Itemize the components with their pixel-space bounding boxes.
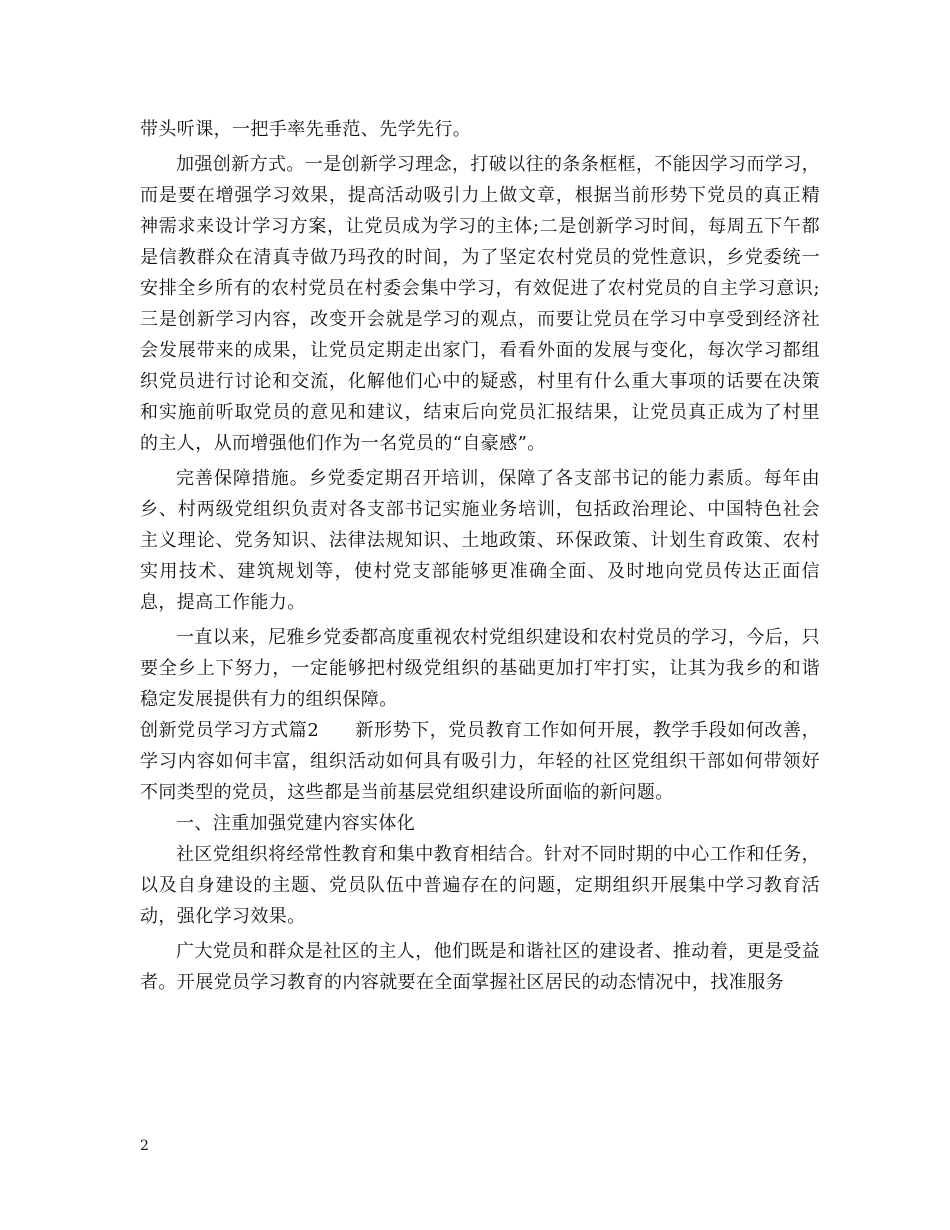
page-number: 2 — [140, 1138, 149, 1154]
paragraph-safeguard-measures: 完善保障措施。乡党委定期召开培训，保障了各支部书记的能力素质。每年由乡、村两级党组织负责对各支部书记实施业务培训，包括政治理论、中国特色社会主义理论、党务知识、法律法规知识、土地政策、环保政策、计划生育政策、农村实用技术、建筑规划等，使村党支部能够更准确全面、及时地向党员传达正面信息，提高工作能力。 — [140, 468, 820, 613]
section2-intro-paragraph — [140, 715, 820, 808]
paragraph-innovation-methods: 加强创新方式。一是创新学习理念，打破以往的条条框框，不能因学习而学习，而是要在增强学习效果，提高活动吸引力上做文章，根据当前形势下党员的真正精神需求来设计学习方案，让党员成为学习的主体;二是创新学习时间，每周五下午都是信教群众在清真寺做乃玛孜的时间，为了坚定农村党员的党性意识，乡党委统一安排全乡所有的农村党员在村委会集中学习，有效促进了农村党员的自主学习意识;三是创新学习内容，改变开会就是学习的观点，而要让党员在学习中享受到经济社会发展带来的成果，让党员定期走出家门，看看外面的发展与变化，每次学习都组织党员进行讨论和交流，化解他们心中的疑惑，村里有什么重大事项的话要在决策和实施前听取党员的意见和建议，结束后向党员汇报结果，让党员真正成为了村里的主人，从而增强他们作为一名党员的“自豪感”。 — [140, 154, 820, 454]
paragraph-continuation: 带头听课，一把手率先垂范、先学先行。 — [140, 119, 472, 140]
section2-paragraph-2: 广大党员和群众是社区的主人，他们既是和谐社区的建设者、推动着，更是受益者。开展党员学习教育的内容就要在全面掌握社区居民的动态情况中，找准服务 — [140, 941, 820, 993]
section2-subheading: 一、注重加强党建内容实体化 — [176, 813, 416, 834]
section2-intro-text: 新形势下，党员教育工作如何开展，教学手段如何改善，学习内容如何丰富，组织活动如何具有吸引力，年轻的社区党组织干部如何带领好不同类型的党员，这些都是当前基层党组织建设所面临的新问题。 — [140, 720, 820, 803]
document-body — [140, 114, 820, 998]
section2-paragraph-1: 社区党组织将经常性教育和集中教育相结合。针对不同时期的中心工作和任务，以及自身建设的主题、党员队伍中普遍存在的问题，定期组织开展集中学习教育活动，强化学习效果。 — [140, 844, 820, 927]
section2-heading: 创新党员学习方式篇2 — [140, 720, 320, 741]
paragraph-conclusion: 一直以来，尼雅乡党委都高度重视农村党组织建设和农村党员的学习，今后，只要全乡上下努力，一定能够把村级党组织的基础更加打牢打实，让其为我乡的和谐稳定发展提供有力的组织保障。 — [140, 627, 820, 710]
